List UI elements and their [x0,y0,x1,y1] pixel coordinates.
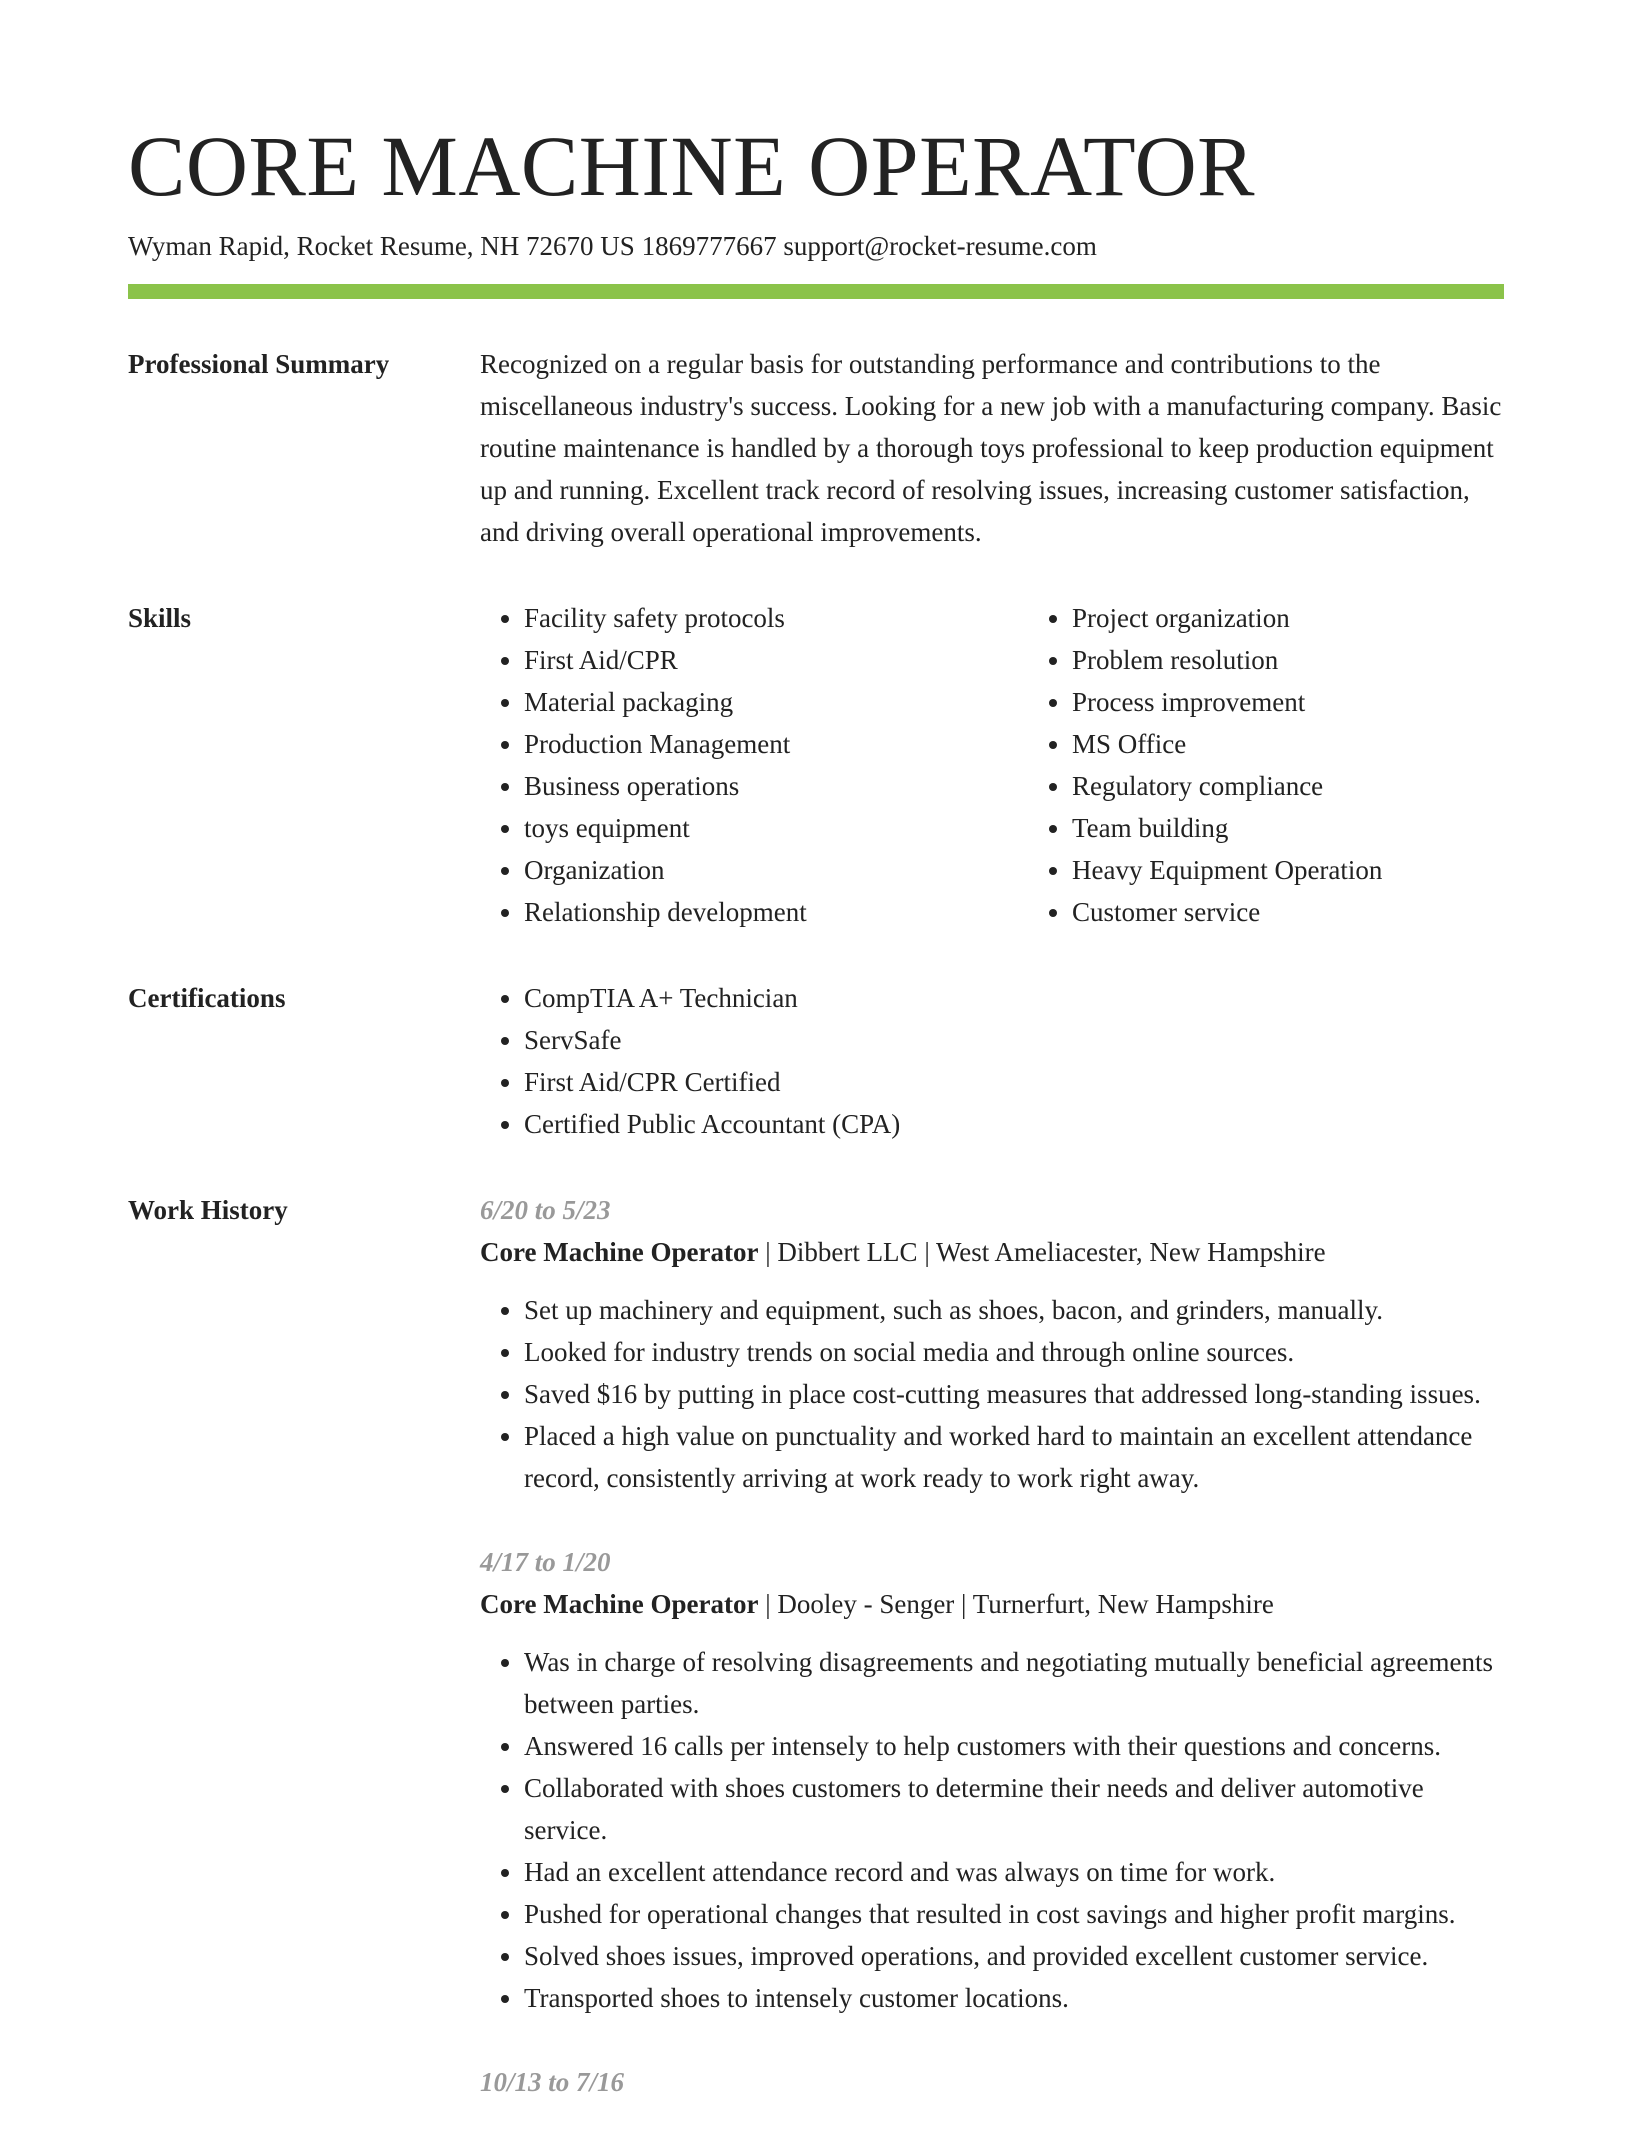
job-entry [480,1189,1504,1499]
skills-list-right [1028,597,1576,933]
list-item: • Saved $16 by putting in place cost-cutting measures that addressed long-standing issues. [524,1373,1504,1415]
section-label: Professional Summary [128,349,390,379]
list-item: • toys equipment [524,807,1028,849]
list-item: • Collaborated with shoes customers to determine their needs and deliver automotive service. [524,1767,1504,1851]
list-item: • Facility safety protocols [524,597,1028,639]
job-title-line [480,1231,1504,1273]
certifications-list [480,977,1504,1145]
jobs-list [480,1189,1504,2145]
section-label: Work History [128,1195,288,1225]
list-item: • Placed a high value on punctuality and worked hard to maintain an excellent attendance record, consistently arriving at work ready to work right away. [524,1415,1504,1499]
certifications-section [128,977,1504,1145]
list-item: • Project organization [1072,597,1576,639]
job-entry [480,2061,1504,2103]
job-details: | Dibbert LLC | West Ameliacester, New Hampshire [758,1237,1326,1267]
work-history-section [128,1189,1504,2145]
list-item: • First Aid/CPR [524,639,1028,681]
list-item: • Certified Public Accountant (CPA) [524,1103,1504,1145]
list-item: • Team building [1072,807,1576,849]
list-item: • Production Management [524,723,1028,765]
list-item: • Customer service [1072,891,1576,933]
job-dates: 4/17 to 1/20 [480,1547,611,1577]
list-item: • Had an excellent attendance record and was always on time for work. [524,1851,1504,1893]
section-label: Certifications [128,983,286,1013]
list-item: • CompTIA A+ Technician [524,977,1504,1019]
section-label: Skills [128,603,192,633]
list-item: • Set up machinery and equipment, such as shoes, bacon, and grinders, manually. [524,1289,1504,1331]
list-item: • Looked for industry trends on social media and through online sources. [524,1331,1504,1373]
skills-list-left [480,597,1028,933]
list-item: • Problem resolution [1072,639,1576,681]
list-item: • Material packaging [524,681,1028,723]
accent-divider [128,284,1504,299]
job-title: Core Machine Operator [480,1237,759,1267]
list-item: • Was in charge of resolving disagreements and negotiating mutually beneficial agreements between parties. [524,1641,1504,1725]
list-item: • Process improvement [1072,681,1576,723]
list-item: • ServSafe [524,1019,1504,1061]
job-title: Core Machine Operator [480,1589,759,1619]
list-item: • Transported shoes to intensely customer locations. [524,1977,1504,2019]
job-dates: 10/13 to 7/16 [480,2067,625,2097]
list-item: • Solved shoes issues, improved operations, and provided excellent customer service. [524,1935,1504,1977]
list-item: • MS Office [1072,723,1576,765]
contact-line: Wyman Rapid, Rocket Resume, NH 72670 US 1869777667 support@rocket-resume.com [128,231,1097,261]
job-dates: 6/20 to 5/23 [480,1195,611,1225]
summary-section [128,343,1504,553]
list-item: • Heavy Equipment Operation [1072,849,1576,891]
list-item: • Business operations [524,765,1028,807]
job-bullets [480,1641,1504,2019]
job-title-line [480,1583,1504,1625]
resume-title: CORE MACHINE OPERATOR [128,118,1256,214]
list-item: • First Aid/CPR Certified [524,1061,1504,1103]
list-item: • Relationship development [524,891,1028,933]
list-item: • Answered 16 calls per intensely to help customers with their questions and concerns. [524,1725,1504,1767]
list-item: • Regulatory compliance [1072,765,1576,807]
list-item: • Pushed for operational changes that resulted in cost savings and higher profit margins. [524,1893,1504,1935]
list-item: • Organization [524,849,1028,891]
skills-section [128,597,1504,933]
job-entry [480,1541,1504,2019]
summary-text: Recognized on a regular basis for outstanding performance and contributions to the miscellaneous industry's success. Looking for a new job with a manufacturing company. Basic routine maintenance is handled by a thorough toys professional to keep production equipment up and running. Excellent track record of resolving issues, increasing customer satisfaction, and driving overall operational improvements. [480,349,1502,547]
job-bullets [480,1289,1504,1499]
job-details: | Dooley - Senger | Turnerfurt, New Hampshire [758,1589,1274,1619]
